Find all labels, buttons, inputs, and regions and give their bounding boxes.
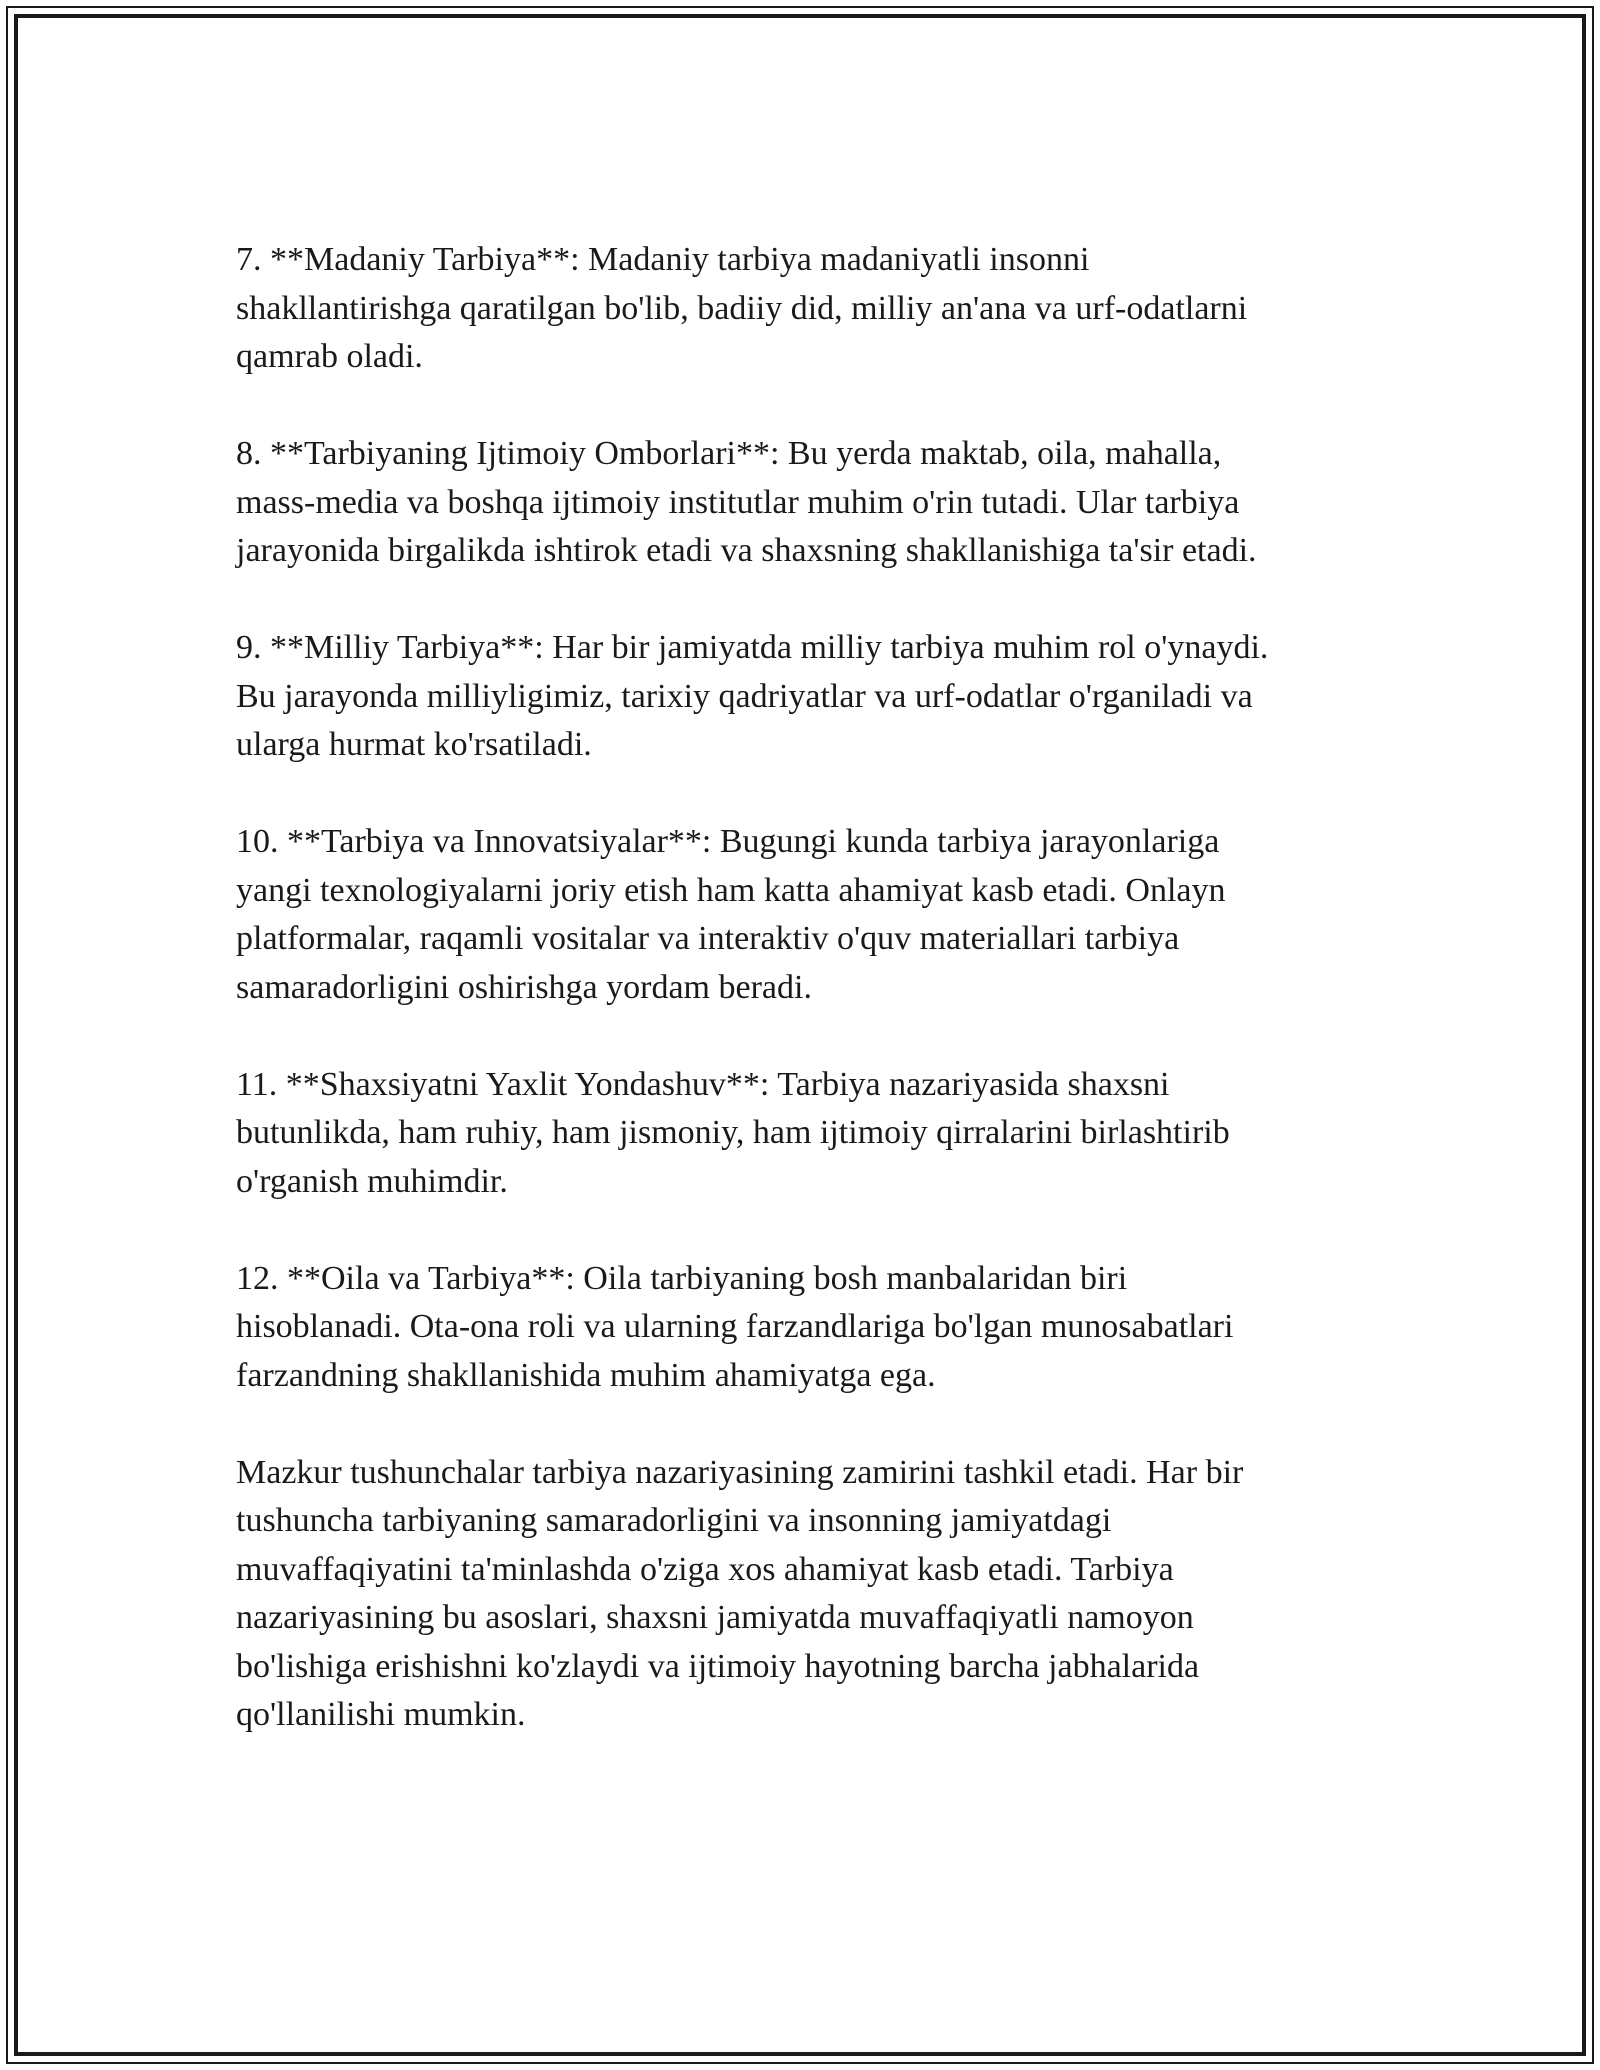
paragraph-innovatsiyalar [236,818,1386,1012]
text-line: 12. **Oila va Tarbiya**: Oila tarbiyaning bosh manbalaridan biri [236,1259,1128,1297]
paragraph-ijtimoiy-omborlari [236,430,1386,576]
paragraph-yaxlit-yondashuv [236,1061,1386,1207]
text-line: ularga hurmat ko'rsatiladi. [236,726,592,763]
paragraph-oila-va-tarbiya [236,1255,1386,1401]
text-line: yangi texnologiyalarni joriy etish ham katta ahamiyat kasb etadi. Onlayn [236,871,1226,909]
text-line: 8. **Tarbiyaning Ijtimoiy Omborlari**: Bu yerda maktab, oila, mahalla, [236,435,1222,472]
text-line: jarayonida birgalikda ishtirok etadi va shaxsning shakllanishiga ta'sir etadi. [236,532,1257,569]
paragraph-conclusion [236,1449,1386,1740]
paragraph-milliy-tarbiya [236,624,1386,770]
text-line: 10. **Tarbiya va Innovatsiyalar**: Bugungi kunda tarbiya jarayonlariga [236,823,1220,860]
text-line: Mazkur tushunchalar tarbiya nazariyasining zamirini tashkil etadi. Har bir [236,1453,1244,1491]
text-line: qo'llanilishi mumkin. [236,1696,526,1733]
text-line: butunlikda, ham ruhiy, ham jismoniy, ham ijtimoiy qirralarini birlashtirib [236,1114,1230,1151]
text-line: bo'lishiga erishishni ko'zlaydi va ijtimoiy hayotning barcha jabhalarida [236,1647,1200,1685]
text-line: shakllantirishga qaratilgan bo'lib, badiiy did, milliy an'ana va urf-odatlarni [236,289,1248,327]
text-line: samaradorligini oshirishga yordam beradi. [236,968,812,1006]
text-line: 7. **Madaniy Tarbiya**: Madaniy tarbiya madaniyatli insonni [236,241,1090,278]
paragraph-madaniy-tarbiya [236,236,1386,382]
text-line: nazariyasining bu asoslari, shaxsni jamiyatda muvaffaqiyatli namoyon [236,1599,1194,1636]
text-line: farzandning shakllanishida muhim ahamiyatga ega. [236,1356,936,1394]
text-line: platformalar, raqamli vositalar va interaktiv o'quv materiallari tarbiya [236,920,1180,957]
text-line: Bu jarayonda milliyligimiz, tarixiy qadriyatlar va urf-odatlar o'rganiladi va [236,677,1253,715]
text-line: hisoblanadi. Ota-ona roli va ularning farzandlariga bo'lgan munosabatlari [236,1308,1234,1345]
text-line: 9. **Milliy Tarbiya**: Har bir jamiyatda milliy tarbiya muhim rol o'ynaydi. [236,629,1269,666]
text-line: 11. **Shaxsiyatni Yaxlit Yondashuv**: Tarbiya nazariyasida shaxsni [236,1065,1170,1103]
document-body [236,236,1386,1788]
text-line: mass-media va boshqa ijtimoiy institutlar muhim o'rin tutadi. Ular tarbiya [236,483,1240,521]
text-line: o'rganish muhimdir. [236,1162,508,1200]
text-line: muvaffaqiyatini ta'minlashda o'ziga xos ahamiyat kasb etadi. Tarbiya [236,1550,1174,1588]
text-line: qamrab oladi. [236,338,423,375]
text-line: tushuncha tarbiyaning samaradorligini va insonning jamiyatdagi [236,1502,1112,1539]
